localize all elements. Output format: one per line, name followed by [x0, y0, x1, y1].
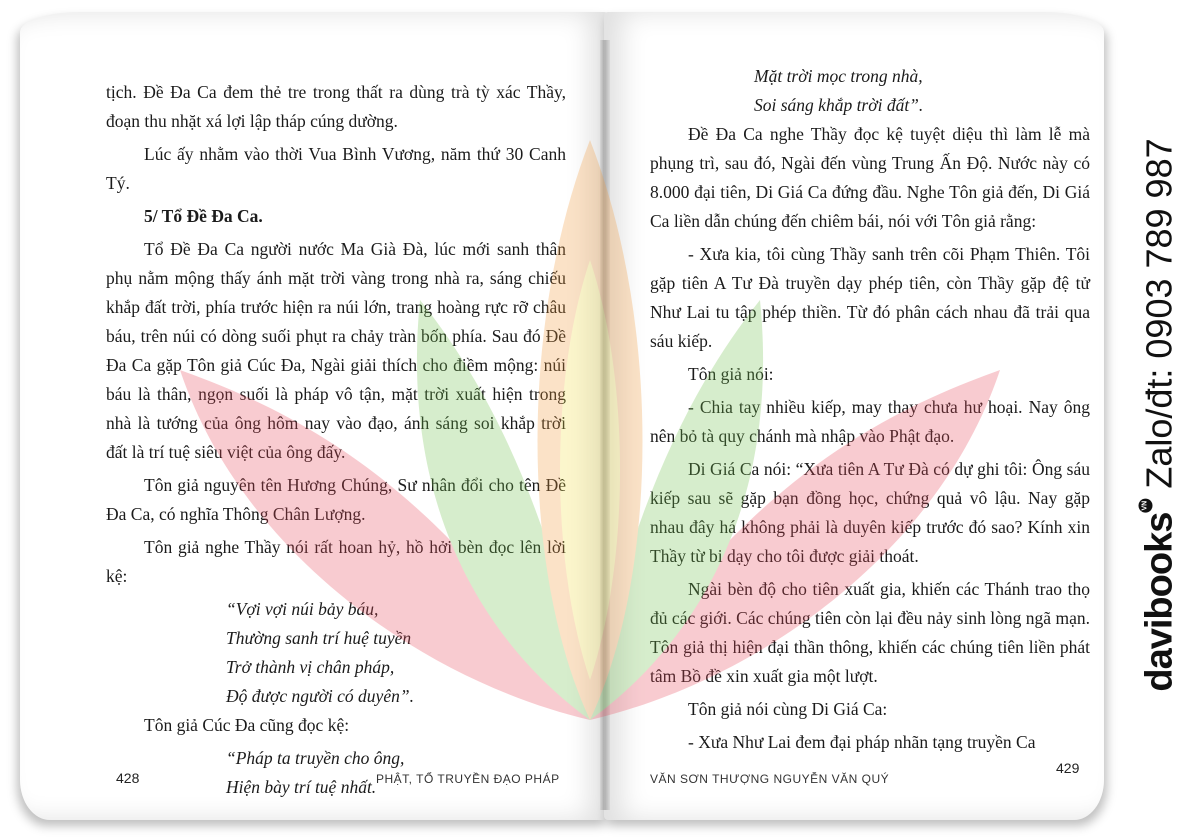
- section-heading: 5/ Tổ Đề Đa Ca.: [144, 206, 263, 226]
- verse-1-line: “Vợi vợi núi bảy báu,: [226, 599, 379, 619]
- right-paragraph-5: Di Giá Ca nói: “Xưa tiên A Tư Đà có dự ghi tôi: Ông sáu kiếp sau sẽ gặp bạn đồng học, chứng quả vô lậu. Nay gặp nhau đây há không phải là duyên kiếp trước đó sao? Kính xin Thầy từ bi dạy cho tôi được giải thoát.: [650, 459, 1090, 566]
- right-verse-line: Mặt trời mọc trong nhà,: [754, 66, 923, 86]
- brand-logo: [1139, 499, 1182, 692]
- left-page-text: [106, 78, 566, 802]
- verse-1-line: Độ được người có duyên”.: [226, 686, 414, 706]
- right-paragraph-4: - Chia tay nhiều kiếp, may thay chưa hư hoại. Nay ông nên bỏ tà quy chánh mà nhập vào Phật đạo.: [650, 397, 1090, 446]
- brand-logo-prefix: davi: [1138, 619, 1181, 692]
- publisher-contact: [1130, 70, 1190, 760]
- left-paragraph-4: Tổ Đề Đa Ca người nước Ma Già Đà, lúc mới sanh thân phụ nằm mộng thấy ánh mặt trời vàng trong nhà ra, sáng chiếu khắp đất trời, phía trước hiện ra núi lớn, trang hoàng rực rỡ châu báu, trên núi có dòng suối phụt ra chảy tràn bốn phía. Sau đó Đề Đa Ca gặp Tôn giả Cúc Đa, Ngài giải thích cho điềm mộng: núi báu là thân, ngọn suối là pháp vô tận, mặt trời xuất hiện trong nhà là tướng của ông hôm nay vào đạo, ánh sáng soi khắp trời đất là trí tuệ siêu việt của ông đấy.: [106, 239, 566, 462]
- contact-phone: Zalo/đt: 0903 789 987: [1138, 138, 1180, 489]
- right-paragraph-6: Ngài bèn độ cho tiên xuất gia, khiến các Thánh trao thọ đủ các giới. Các chúng tiên còn lại đều nảy sinh lòng ngã mạn. Tôn giả thị hiện đại thần thông, khiến các chúng tiên liền phát tâm Bồ đề xin xuất gia một lượt.: [650, 579, 1090, 686]
- verse-2-line: Hiện bày trí tuệ nhất.: [226, 777, 377, 797]
- verse-2-line: “Pháp ta truyền cho ông,: [226, 748, 405, 768]
- right-verse-line: Soi sáng khắp trời đất”.: [754, 95, 924, 115]
- right-paragraph-2: - Xưa kia, tôi cùng Thầy sanh trên cõi Phạm Thiên. Tôi gặp tiên A Tư Đà truyền dạy phép tiên, còn Thầy gặp đệ tử Như Lai tu tập phép thiền. Từ đó phân cách nhau đã trải qua sáu kiếp.: [650, 244, 1090, 351]
- left-paragraph-6: Tôn giả nghe Thầy nói rất hoan hỷ, hồ hởi bèn đọc lên lời kệ:: [106, 537, 566, 586]
- right-paragraph-7: Tôn giả nói cùng Di Giá Ca:: [688, 699, 888, 719]
- right-running-head: VĂN SƠN THƯỢNG NGUYỄN VĂN QUÝ: [650, 772, 890, 786]
- verse-1: [106, 595, 566, 711]
- right-paragraph-1: Đề Đa Ca nghe Thầy đọc kệ tuyệt diệu thì làm lễ mà phụng trì, sau đó, Ngài đến vùng Trung Ấn Độ. Nước này có 8.000 đại tiên, Di Giá Ca đứng đầu. Nghe Tôn giả đến, Di Giá Ca liền dẫn chúng đến chiêm bái, nói với Tôn giả rằng:: [650, 124, 1090, 231]
- book-spine: [600, 40, 610, 810]
- right-page-number: 429: [1056, 760, 1080, 776]
- publisher-contact-rotated: [1139, 138, 1182, 691]
- brand-logo-suffix: books: [1138, 512, 1181, 620]
- left-page: [20, 12, 608, 820]
- verse-1-line: Thường sanh trí huệ tuyền: [226, 628, 412, 648]
- line-after-verse: Tôn giả Cúc Đa cũng đọc kệ:: [144, 715, 350, 735]
- right-page-text: [650, 62, 1090, 761]
- left-paragraph-2: Lúc ấy nhằm vào thời Vua Bình Vương, năm thứ 30 Canh Tý.: [106, 144, 566, 193]
- verse-1-line: Trở thành vị chân pháp,: [226, 657, 395, 677]
- left-paragraph-5: Tôn giả nguyên tên Hương Chúng, Sư nhân đổi cho tên Đề Đa Ca, có nghĩa Thông Chân Lượng.: [106, 475, 566, 524]
- right-verse: [650, 62, 1090, 120]
- left-running-head: PHẬT, TỔ TRUYỀN ĐẠO PHÁP: [376, 772, 560, 786]
- right-page: [604, 12, 1104, 820]
- right-paragraph-3: Tôn giả nói:: [688, 364, 774, 384]
- left-paragraph-1: tịch. Đề Đa Ca đem thẻ tre trong thất ra dùng trà tỳ xác Thầy, đoạn thu nhặt xá lợi lập tháp cúng dường.: [106, 82, 566, 131]
- brand-badge: VN: [1139, 499, 1153, 513]
- left-page-number: 428: [116, 770, 140, 786]
- right-paragraph-8: - Xưa Như Lai đem đại pháp nhãn tạng truyền Ca: [688, 732, 1036, 752]
